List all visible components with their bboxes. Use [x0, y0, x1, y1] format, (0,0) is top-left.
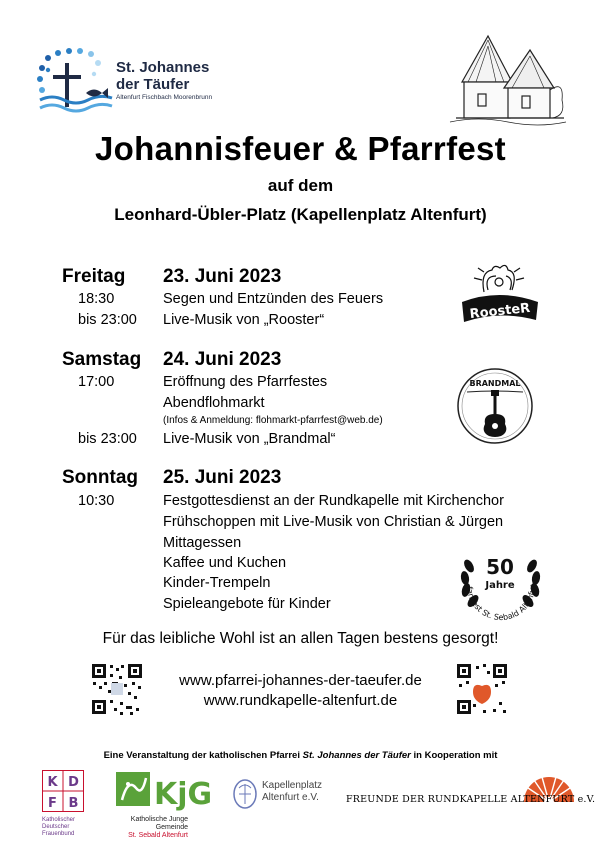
rooster-band-logo [454, 262, 544, 332]
laurel-wreath-icon [453, 540, 548, 630]
kapellenplatz-text-2: Altenfurt e.V. [262, 792, 319, 803]
anniversary-50-logo [453, 540, 548, 630]
kdfb-name [42, 817, 75, 838]
time-entry: 18:30 [78, 291, 115, 307]
logo-subtitle: Altenfurt Fischbach Moorenbrunn [116, 94, 213, 101]
kjg-text-2: Gemeinde [155, 824, 188, 831]
kapellenplatz-text-1: Kapellenplatz [262, 780, 323, 791]
kjg-mark-icon [112, 770, 217, 816]
flohmarkt-info: (Infos & Anmeldung: flohmarkt-pfarrfest@web.de) [163, 415, 383, 426]
kapellenplatz-icon [232, 778, 258, 810]
day-friday: Freitag [62, 266, 126, 287]
kapellenplatz-logo [232, 778, 342, 818]
chapel-drawing [448, 30, 568, 130]
rooster-icon [454, 262, 544, 332]
kdfb-text-3: Frauenbund [42, 831, 75, 837]
organizer-parish: St. Johannes der Täufer [302, 750, 411, 761]
program-entry: Live-Musik von „Brandmal“ [163, 431, 336, 447]
logo-title-line2: der Täufer [116, 76, 190, 93]
kjg-logo [112, 770, 217, 845]
date-sunday: 25. Juni 2023 [163, 467, 282, 488]
organizer-note [0, 750, 601, 761]
subtitle-auf-dem: auf dem [267, 176, 334, 195]
anniversary-word: Jahre [485, 580, 515, 591]
freunde-name: FREUNDE DER RUNDKAPELLE ALTENFURT e.V. [346, 794, 596, 805]
program-entry: Live-Musik von „Rooster“ [163, 312, 325, 328]
time-entry: bis 23:00 [78, 431, 137, 447]
time-entry: 10:30 [78, 493, 115, 509]
url-pfarrei[interactable]: www.pfarrei-johannes-der-taeufer.de [179, 672, 422, 689]
kjg-letters: KjG [154, 777, 213, 812]
food-note: Für das leibliche Wohl ist an allen Tagen bestens gesorgt! [102, 630, 499, 647]
subtitle-location: Leonhard-Übler-Platz (Kapellenplatz Altenfurt) [114, 205, 487, 224]
kjg-sub: St. Sebald Altenfurt [128, 832, 188, 839]
brandmal-logo-text: BRANDMAL [469, 379, 521, 388]
organizer-prefix: Eine Veranstaltung der katholischen Pfarrei [103, 750, 303, 761]
brandmal-band-logo [455, 366, 535, 446]
program-entry: Frühschoppen mit Live-Musik von Christian & Jürgen [163, 514, 504, 530]
kdfb-text-1: Katholischer [42, 817, 76, 823]
program-entry: Festgottesdienst an der Rundkapelle mit Kirchenchor [163, 493, 504, 509]
date-friday: 23. Juni 2023 [163, 266, 282, 287]
day-sunday: Sonntag [62, 467, 138, 488]
time-entry: 17:00 [78, 374, 115, 390]
program-entry: Kaffee und Kuchen [163, 555, 287, 571]
program-entry: Kinder-Trempeln [163, 575, 271, 591]
program-entry: Spieleangebote für Kinder [163, 596, 331, 612]
program-entry: Segen und Entzünden des Feuers [163, 291, 384, 307]
program-entry: Abendflohmarkt [163, 395, 265, 411]
chapel-icon [448, 30, 568, 130]
page-title: Johannisfeuer & Pfarrfest [95, 130, 506, 167]
kdfb-text-2: Deutscher [42, 824, 70, 830]
date-saturday: 24. Juni 2023 [163, 349, 282, 370]
kjg-text-1: Katholische Junge [130, 816, 188, 823]
program-entry: Eröffnung des Pfarrfestes [163, 374, 328, 390]
kjg-name [112, 816, 188, 840]
guitar-icon [455, 366, 535, 446]
program-entry: Mittagessen [163, 535, 242, 551]
url-rundkapelle[interactable]: www.rundkapelle-altenfurt.de [203, 692, 398, 709]
kdfb-letter-d: D [68, 775, 79, 790]
kdfb-letter-k: K [47, 775, 58, 790]
logo-title-line1: St. Johannes [116, 59, 210, 76]
kdfb-logo [40, 770, 100, 840]
rooster-logo-text: RoosteR [469, 300, 531, 323]
anniversary-ring-text: farrfest St. Sebald Altenfur [464, 584, 538, 622]
kapellenplatz-name [262, 780, 322, 804]
anniversary-number: 50 [486, 555, 514, 579]
cross-fish-icon [36, 48, 116, 120]
day-saturday: Samstag [62, 349, 142, 370]
kdfb-letter-f: F [48, 796, 57, 811]
time-entry: bis 23:00 [78, 312, 137, 328]
parish-logo [36, 48, 226, 120]
kdfb-letter-b: B [68, 796, 79, 811]
kdfb-grid-icon [42, 770, 84, 812]
organizer-suffix: in Kooperation mit [410, 750, 498, 761]
